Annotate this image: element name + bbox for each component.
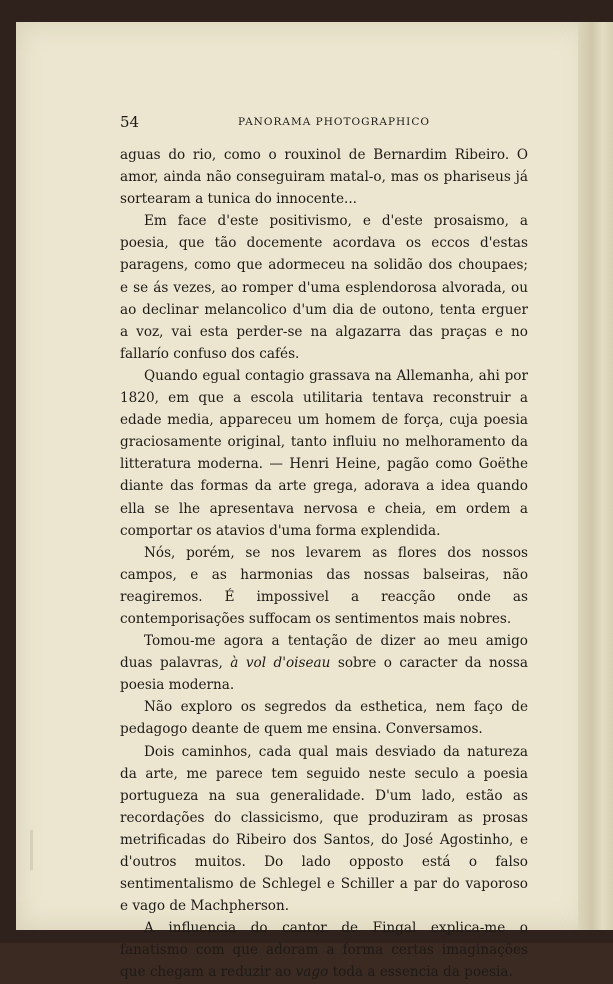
paragraph-3: Quando egual contagio grassava na Allemanha, ahi por 1820, em que a escola utilitaria tentava reconstruir a edade media, appareceu um homem de força, cuja poesia graciosamente original, tanto influiu no melhoramento da litteratura moderna. — Henri Heine, pagão como Goëthe diante das formas da arte grega, adorava a idea quando ella se lhe apresentava nervosa e cheia, em ordem a comportar os atavios d'uma forma explendida.	[120, 367, 528, 539]
paragraph-2: Em face d'este positivismo, e d'este prosaismo, a poesia, que tão docemente acordava os eccos d'estas paragens, como que adormeceu na solidão dos choupaes; e se ás vezes, ao romper d'uma esplendorosa alvorada, ou ao declinar melancolico d'um dia de outono, tenta erguer a voz, vai esta perder-se na algazarra das praças e no fallarío confuso dos cafés.	[120, 213, 528, 362]
running-title: PANORAMA PHOTOGRAPHICO	[238, 116, 430, 128]
page-fold-mark	[30, 830, 33, 870]
page-number: 54	[120, 113, 140, 131]
paragraph-8	[120, 917, 528, 983]
paragraph-8-text-after: toda a essencia da poesia.	[328, 964, 513, 981]
paragraph-6: Não exploro os segredos da esthetica, nem faço de pedagogo deante de quem me ensina. Conversamos.	[120, 699, 528, 738]
page-header	[120, 113, 528, 133]
body-text	[120, 144, 528, 984]
paragraph-7: Dois caminhos, cada qual mais desviado da natureza da arte, me parece tem seguido neste seculo a poesia portugueza na sua generalidade. D'um lado, estão as recordações do classicismo, que produziram as prosas metrificadas do Ribeiro dos Santos, do José Agostinho, e d'outros muitos. Do lado opposto está o falso sentimentalismo de Schlegel e Schiller a par do vaporoso e vago de Machpherson.	[120, 743, 528, 915]
paragraph-8-text-before: A influencia do cantor de Fingal explica-me o fanatismo com que adoram a forma certas imaginações que chegam a reduzir ao	[120, 920, 528, 981]
paragraph-5-italic: à vol d'oiseau	[230, 655, 331, 672]
paragraph-1: aguas do rio, como o rouxinol de Bernardim Ribeiro. O amor, ainda não conseguiram matal-o, mas os phariseus já sortearam a tunica do innocente...	[120, 147, 528, 208]
paragraph-5-text-before: Tomou-me agora a tentação de dizer ao meu amigo duas palavras,	[120, 633, 528, 672]
paragraph-4: Nós, porém, se nos levarem as flores dos nossos campos, e as harmonias das nossas balseiras, não reagiremos. É impossivel a reacção onde as contemporisações suffocam os sentimentos mais nobres.	[120, 544, 528, 627]
book-gutter	[578, 22, 613, 930]
paragraph-5	[120, 630, 528, 696]
paragraph-5-text-after: sobre o caracter da nossa poesia moderna.	[120, 655, 529, 694]
paragraph-8-italic: vago	[295, 964, 329, 981]
